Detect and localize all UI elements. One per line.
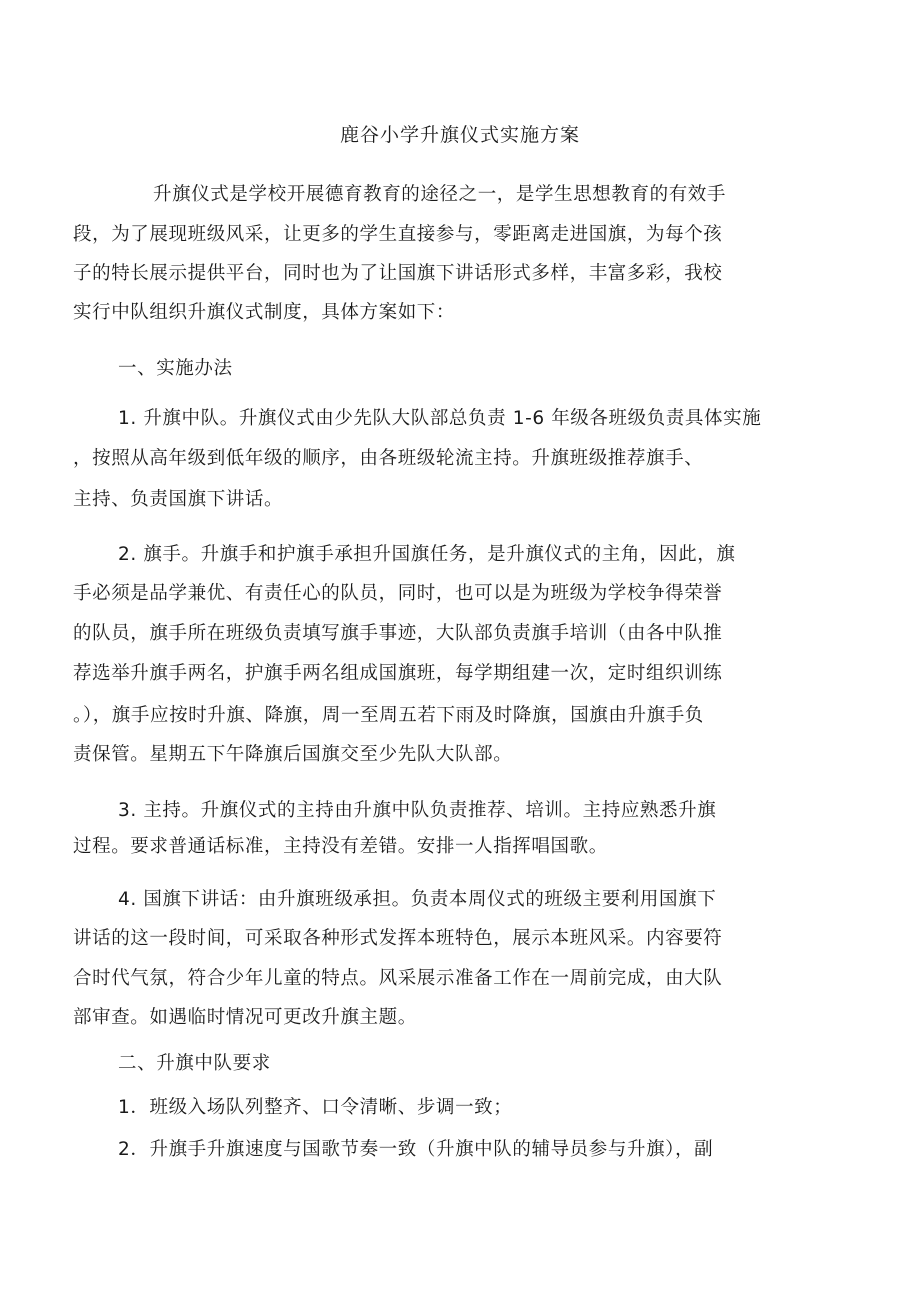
paragraph-line: 讲话的这一段时间，可采取各种形式发挥本班特色，展示本班风采。内容要符	[73, 928, 723, 949]
document-title: 鹿谷小学升旗仪式实施方案	[339, 124, 580, 146]
section-heading: 二、升旗中队要求	[118, 1053, 271, 1074]
paragraph-line: 4. 国旗下讲话：由升旗班级承担。负责本周仪式的班级主要利用国旗下	[118, 889, 717, 910]
paragraph-line: 升旗仪式是学校开展德育教育的途径之一，是学生思想教育的有效手	[153, 184, 727, 205]
paragraph-line: 1. 升旗中队。升旗仪式由少先队大队部总负责 1-6 年级各班级负责具体实施	[118, 408, 762, 429]
paragraph-line: 手必须是品学兼优、有责任心的队员，同时，也可以是为班级为学校争得荣誉	[73, 583, 723, 604]
paragraph-line: 2. 旗手。升旗手和护旗手承担升国旗任务，是升旗仪式的主角，因此，旗	[118, 544, 736, 565]
paragraph-line: 责保管。星期五下午降旗后国旗交至少先队大队部。	[73, 744, 513, 765]
paragraph-line: 段，为了展现班级风采，让更多的学生直接参与，零距离走进国旗，为每个孩	[73, 224, 723, 245]
paragraph-line: 部审查。如遇临时情况可更改升旗主题。	[73, 1007, 417, 1028]
paragraph-line: 合时代气氛，符合少年儿童的特点。风采展示准备工作在一周前完成，由大队	[73, 968, 723, 989]
paragraph-line: 3. 主持。升旗仪式的主持由升旗中队负责推荐、培训。主持应熟悉升旗	[118, 800, 717, 821]
paragraph-line: 的队员，旗手所在班级负责填写旗手事迹，大队部负责旗手培训（由各中队推	[73, 623, 723, 644]
paragraph-line: ，按照从高年级到低年级的顺序，由各班级轮流主持。升旗班级推荐旗手、	[73, 448, 704, 469]
paragraph-line: 实行中队组织升旗仪式制度，具体方案如下：	[73, 302, 456, 323]
paragraph-line: 。），旗手应按时升旗、降旗，周一至周五若下雨及时降旗，国旗由升旗手负	[73, 705, 704, 726]
paragraph-line: 荐选举升旗手两名，护旗手两名组成国旗班，每学期组建一次，定时组织训练	[73, 663, 723, 684]
paragraph-line: 主持、负责国旗下讲话。	[73, 489, 284, 510]
list-item: 2．升旗手升旗速度与国歌节奏一致（升旗中队的辅导员参与升旗），副	[118, 1139, 714, 1160]
paragraph-line: 过程。要求普通话标准，主持没有差错。安排一人指挥唱国歌。	[73, 836, 608, 857]
section-heading: 一、实施办法	[118, 358, 233, 379]
paragraph-line: 子的特长展示提供平台，同时也为了让国旗下讲话形式多样，丰富多彩，我校	[73, 263, 723, 284]
list-item: 1．班级入场队列整齐、口令清晰、步调一致；	[118, 1097, 513, 1118]
